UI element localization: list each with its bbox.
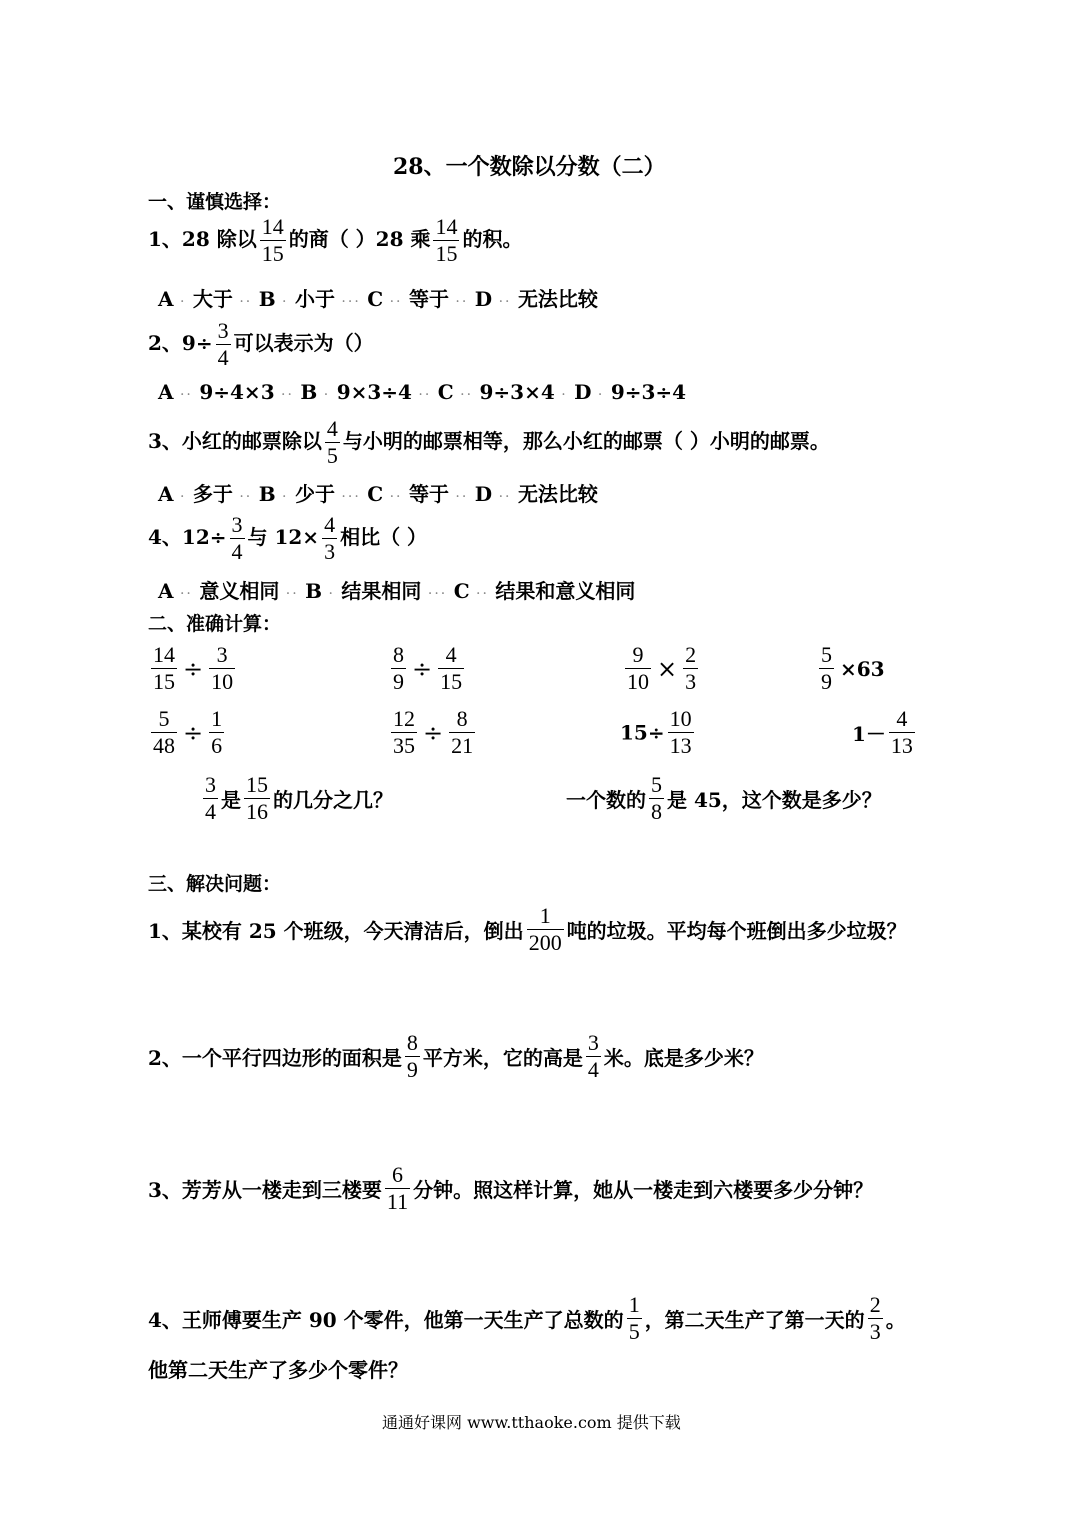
question-2-options: A ·· 9÷4×3 ·· B · 9×3÷4 ·· C ·· 9÷3×4 · D · 9÷3÷4 xyxy=(158,380,687,404)
question-1: 1、28 除以 $\frac{14}{15}$ 的商（ ）28 乘 $\frac{14}{15}$ 的积。 xyxy=(148,214,523,266)
calc-item: 15÷ $\frac{10}{13}$ xyxy=(620,706,692,758)
calc-item: $\frac{12}{35}$ ÷ $\frac{8}{21}$ xyxy=(393,706,474,758)
question-3: 3、小红的邮票除以 $\frac{4}{5}$ 与小明的邮票相等，那么小红的邮票（ ）小明的邮票。 xyxy=(148,416,830,468)
fraction: $\frac{4}{5}$ xyxy=(326,416,338,468)
fraction: $\frac{14}{15}$ xyxy=(435,214,458,266)
calc-item: $\frac{5}{9}$ ×63 xyxy=(821,642,885,694)
section2-heading: 二、准确计算： xyxy=(148,613,282,635)
fraction: $\frac{3}{4}$ xyxy=(217,318,229,370)
calc-item: $\frac{8}{9}$ ÷ $\frac{4}{15}$ xyxy=(393,642,463,694)
fraction: $\frac{4}{3}$ xyxy=(324,512,336,564)
footer-text: 通通好课网 www.tthaoke.com 提供下载 xyxy=(382,1413,681,1432)
problem-1: 1、某校有 25 个班级，今天清洁后，倒出 $\frac{1}{200}$ 吨的垃圾。平均每个班倒出多少垃圾？ xyxy=(148,903,907,955)
fraction: $\frac{3}{4}$ xyxy=(231,512,243,564)
section3-heading: 三、解决问题： xyxy=(148,873,282,895)
section1-heading: 一、谨慎选择： xyxy=(148,191,282,213)
problem-4: 4、王师傅要生产 90 个零件，他第一天生产了总数的 $\frac{1}{5}$ ，第二天生产了第一天的 $\frac{2}{3}$ 。 xyxy=(148,1292,906,1344)
problem-3: 3、芳芳从一楼走到三楼要 $\frac{6}{11}$ 分钟。照这样计算，她从一楼走到六楼要多少分钟？ xyxy=(148,1162,874,1214)
question-1-options: A · 大于 ·· B · 小于 ··· C ·· 等于 ·· D ·· 无法比较 xyxy=(158,287,598,311)
calc-item: $\frac{9}{10}$ × $\frac{2}{3}$ xyxy=(627,642,697,694)
question-4-options: A ·· 意义相同 ·· B · 结果相同 ··· C ·· 结果和意义相同 xyxy=(158,579,636,603)
problem-2: 2、一个平行四边形的面积是 $\frac{8}{9}$ 平方米，它的高是 $\frac{3}{4}$ 米。底是多少米？ xyxy=(148,1030,764,1082)
question-3-options: A · 多于 ·· B · 少于 ··· C ·· 等于 ·· D ·· 无法比较 xyxy=(158,482,598,506)
problem-4-line2: 他第二天生产了多少个零件？ xyxy=(148,1358,408,1382)
calc-item: 1－ $\frac{4}{13}$ xyxy=(852,706,913,758)
question-4: 4、12÷ $\frac{3}{4}$ 与 12× $\frac{4}{3}$ 相比（ ） xyxy=(148,512,428,564)
fraction: $\frac{14}{15}$ xyxy=(261,214,284,266)
question-2: 2、9÷ $\frac{3}{4}$ 可以表示为（） xyxy=(148,318,374,370)
calc-item: $\frac{5}{48}$ ÷ $\frac{1}{6}$ xyxy=(153,706,223,758)
calc-question-a: $\frac{3}{4}$ 是 $\frac{15}{16}$ 的几分之几？ xyxy=(205,772,393,824)
page-title: 28、一个数除以分数（二） xyxy=(393,154,666,180)
calc-item: $\frac{14}{15}$ ÷ $\frac{3}{10}$ xyxy=(153,642,234,694)
calc-question-b: 一个数的 $\frac{5}{8}$ 是 45，这个数是多少？ xyxy=(566,772,882,824)
